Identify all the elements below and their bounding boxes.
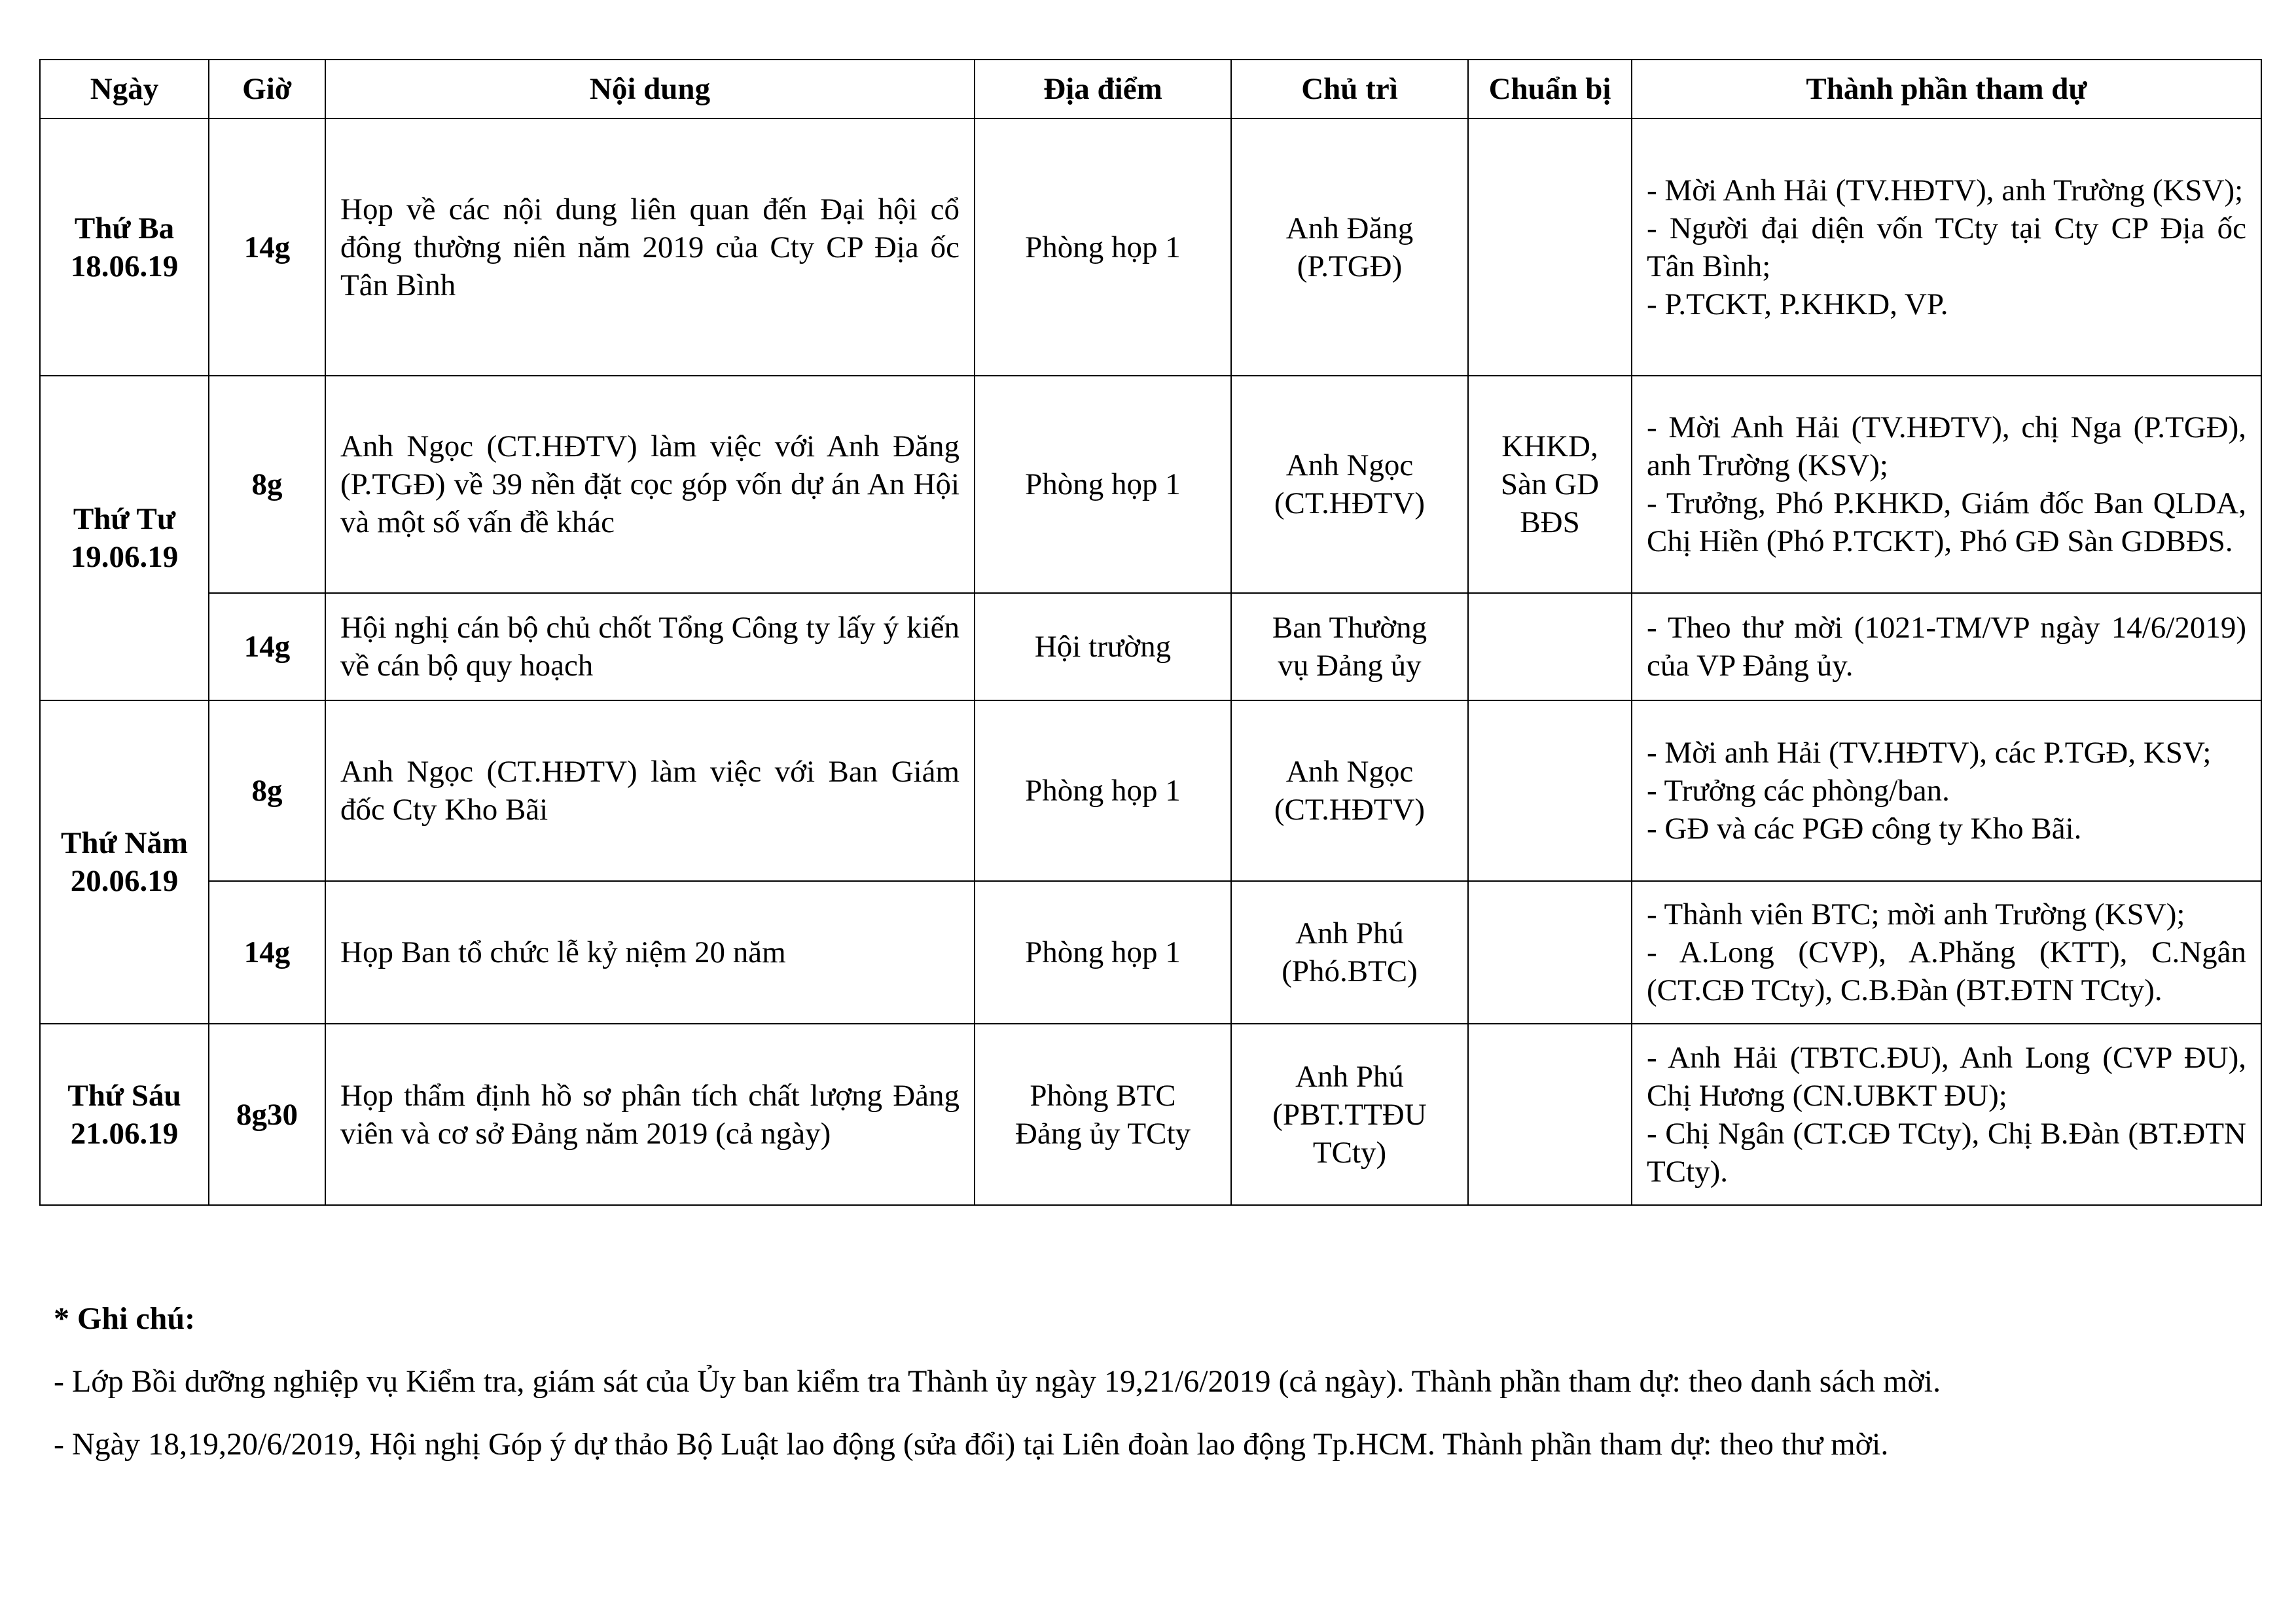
- attendee-line: - Thành viên BTC; mời anh Trường (KSV);: [1647, 897, 2185, 931]
- prep-cell: [1468, 1024, 1632, 1205]
- header-chair: Chủ trì: [1231, 60, 1468, 118]
- day-cell: [40, 1024, 209, 1205]
- chair-line: (Phó.BTC): [1282, 954, 1418, 988]
- header-day: Ngày: [40, 60, 209, 118]
- chair-cell: [1231, 700, 1468, 881]
- prep-cell: [1468, 593, 1632, 700]
- time-cell: 14g: [209, 881, 325, 1024]
- place-cell: Phòng họp 1: [975, 881, 1231, 1024]
- attendee-line: - Mời anh Hải (TV.HĐTV), các P.TGĐ, KSV;: [1647, 736, 2212, 770]
- chair-cell: [1231, 593, 1468, 700]
- attendee-line: - P.TCKT, P.KHKD, VP.: [1647, 287, 1948, 321]
- place-cell: Phòng họp 1: [975, 700, 1231, 881]
- header-time: Giờ: [209, 60, 325, 118]
- place-line: Phòng BTC: [1030, 1078, 1176, 1113]
- table-row: [40, 881, 2261, 1024]
- note-item: - Lớp Bồi dưỡng nghiệp vụ Kiểm tra, giám sát của Ủy ban kiểm tra Thành ủy ngày 19,21/6/2019 (cả ngày). Thành phần tham dự: theo danh sách mời.: [54, 1364, 1941, 1399]
- chair-line: (CT.HĐTV): [1274, 486, 1426, 520]
- content-cell: Anh Ngọc (CT.HĐTV) làm việc với Anh Đăng (P.TGĐ) về 39 nền đặt cọc góp vốn dự án An Hội và một số vấn đề khác: [325, 376, 975, 593]
- day-date: 19.06.19: [70, 540, 179, 574]
- place-cell: Phòng họp 1: [975, 118, 1231, 376]
- time-cell: 8g: [209, 700, 325, 881]
- chair-line: TCty): [1312, 1135, 1387, 1170]
- notes-section: [54, 1299, 2253, 1488]
- header-attendees: Thành phần tham dự: [1632, 60, 2261, 118]
- content-cell: Họp về các nội dung liên quan đến Đại hội cổ đông thường niên năm 2019 của Cty CP Địa ốc Tân Bình: [325, 118, 975, 376]
- prep-cell: [1468, 118, 1632, 376]
- place-line: Đảng ủy TCty: [1014, 1116, 1191, 1151]
- table-header-row: [40, 60, 2261, 118]
- prep-line: KHKD,: [1501, 429, 1598, 463]
- attendee-line: - Trưởng các phòng/ban.: [1647, 774, 1950, 808]
- attendee-line: - GĐ và các PGĐ công ty Kho Bãi.: [1647, 812, 2082, 846]
- prep-cell: [1468, 700, 1632, 881]
- attendee-line: - Mời Anh Hải (TV.HĐTV), chị Nga (P.TGĐ), anh Trường (KSV);: [1647, 410, 2246, 482]
- attendee-line: - Anh Hải (TBTC.ĐU), Anh Long (CVP ĐU), Chị Hương (CN.UBKT ĐU);: [1647, 1040, 2246, 1113]
- day-cell: [40, 376, 209, 700]
- chair-cell: [1231, 376, 1468, 593]
- attendees-cell: [1632, 376, 2261, 593]
- time-cell: 14g: [209, 118, 325, 376]
- place-cell: Hội trường: [975, 593, 1231, 700]
- time-cell: 14g: [209, 593, 325, 700]
- chair-line: (PBT.TTĐU: [1272, 1097, 1427, 1132]
- chair-line: Anh Đăng: [1285, 211, 1414, 245]
- table-row: [40, 593, 2261, 700]
- attendee-line: - Người đại diện vốn TCty tại Cty CP Địa ốc Tân Bình;: [1647, 211, 2246, 283]
- prep-line: BĐS: [1520, 505, 1580, 539]
- attendee-line: - Mời Anh Hải (TV.HĐTV), anh Trường (KSV);: [1647, 173, 2244, 208]
- attendee-line: - A.Long (CVP), A.Phăng (KTT), C.Ngân (CT.CĐ TCty), C.B.Đàn (BT.ĐTN TCty).: [1647, 935, 2246, 1007]
- prep-cell: [1468, 376, 1632, 593]
- attendee-line: - Theo thư mời (1021-TM/VP ngày 14/6/2019) của VP Đảng ủy.: [1647, 611, 2246, 683]
- table-row: [40, 376, 2261, 593]
- attendees-cell: [1632, 1024, 2261, 1205]
- chair-line: (P.TGĐ): [1297, 249, 1403, 283]
- day-name: Thứ Ba: [74, 211, 175, 245]
- place-cell: Phòng họp 1: [975, 376, 1231, 593]
- day-date: 18.06.19: [70, 249, 179, 283]
- day-date: 20.06.19: [70, 864, 179, 898]
- chair-line: Anh Ngọc: [1285, 755, 1414, 789]
- attendee-line: - Trưởng, Phó P.KHKD, Giám đốc Ban QLDA, Chị Hiền (Phó P.TCKT), Phó GĐ Sàn GDBĐS.: [1647, 486, 2246, 558]
- chair-cell: [1231, 118, 1468, 376]
- attendees-cell: [1632, 118, 2261, 376]
- prep-cell: [1468, 881, 1632, 1024]
- table-row: [40, 700, 2261, 881]
- day-name: Thứ Sáu: [67, 1078, 181, 1113]
- day-name: Thứ Tư: [73, 502, 176, 536]
- day-cell: [40, 700, 209, 1024]
- header-prep: Chuẩn bị: [1468, 60, 1632, 118]
- content-cell: Hội nghị cán bộ chủ chốt Tổng Công ty lấy ý kiến về cán bộ quy hoạch: [325, 593, 975, 700]
- table-row: [40, 1024, 2261, 1205]
- attendees-cell: [1632, 593, 2261, 700]
- weekly-schedule-table: [39, 59, 2262, 1206]
- note-item: - Ngày 18,19,20/6/2019, Hội nghị Góp ý dự thảo Bộ Luật lao động (sửa đổi) tại Liên đoàn lao động Tp.HCM. Thành phần tham dự: theo thư mời.: [54, 1427, 1889, 1462]
- chair-line: Anh Phú: [1295, 1059, 1404, 1094]
- chair-line: Anh Ngọc: [1285, 448, 1414, 482]
- content-cell: Họp thẩm định hồ sơ phân tích chất lượng Đảng viên và cơ sở Đảng năm 2019 (cả ngày): [325, 1024, 975, 1205]
- content-cell: Họp Ban tổ chức lễ kỷ niệm 20 năm: [325, 881, 975, 1024]
- chair-line: Ban Thường: [1272, 611, 1427, 645]
- chair-line: (CT.HĐTV): [1274, 793, 1426, 827]
- notes-title: * Ghi chú:: [54, 1301, 196, 1336]
- chair-cell: [1231, 881, 1468, 1024]
- prep-line: Sàn GD: [1500, 467, 1600, 501]
- header-place: Địa điểm: [975, 60, 1231, 118]
- attendees-cell: [1632, 881, 2261, 1024]
- chair-line: vụ Đảng ủy: [1278, 649, 1422, 683]
- place-cell: [975, 1024, 1231, 1205]
- content-cell: Anh Ngọc (CT.HĐTV) làm việc với Ban Giám đốc Cty Kho Bãi: [325, 700, 975, 881]
- chair-cell: [1231, 1024, 1468, 1205]
- table-row: [40, 118, 2261, 376]
- day-cell: [40, 118, 209, 376]
- day-name: Thứ Năm: [60, 826, 188, 860]
- time-cell: 8g30: [209, 1024, 325, 1205]
- chair-line: Anh Phú: [1295, 916, 1404, 950]
- attendee-line: - Chị Ngân (CT.CĐ TCty), Chị B.Đàn (BT.ĐTN TCty).: [1647, 1116, 2246, 1189]
- header-content: Nội dung: [325, 60, 975, 118]
- time-cell: 8g: [209, 376, 325, 593]
- day-date: 21.06.19: [70, 1116, 179, 1151]
- attendees-cell: [1632, 700, 2261, 881]
